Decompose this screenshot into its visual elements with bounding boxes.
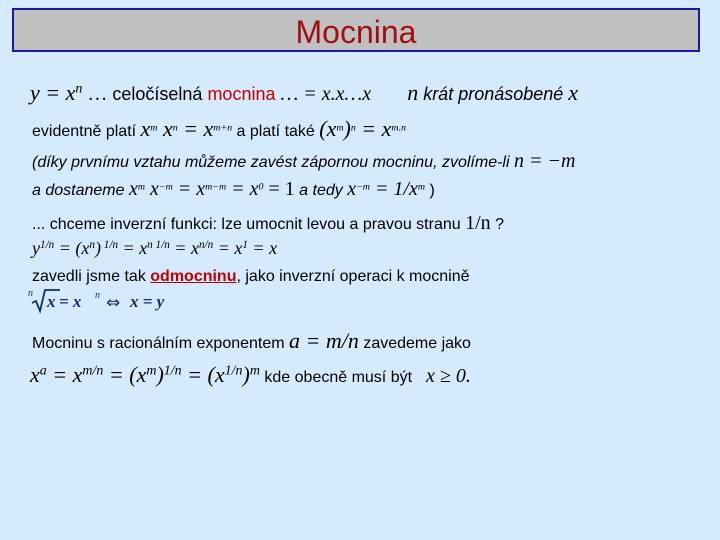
- rational-exponent-line: [32, 328, 471, 354]
- zero-x3: = x: [172, 178, 206, 200]
- neg-x: x: [347, 178, 357, 200]
- root-formula-svg: [26, 285, 176, 315]
- root-definition-line: [32, 268, 469, 286]
- power-exponent: n: [75, 81, 83, 97]
- radicand-x: x: [47, 292, 56, 311]
- inverse-text: ... chceme inverzní funkci: lze umocnit levou a pravou stranu: [32, 216, 466, 233]
- result-intro: a dostaneme: [32, 182, 129, 199]
- neg-result-exp: m: [417, 181, 426, 193]
- rat-e: = (x: [181, 362, 225, 387]
- product-formula: … = x.x…x: [275, 83, 372, 105]
- times-text: krát pronásobené: [418, 84, 569, 104]
- deriv-e: = x: [169, 238, 199, 258]
- deriv-y-exp: 1/n: [40, 238, 55, 251]
- deriv-f-exp: 1: [242, 238, 248, 251]
- rational-formula: a = m/n: [289, 328, 359, 353]
- deriv-y: y: [32, 238, 40, 258]
- ellipsis: …: [82, 83, 113, 105]
- power-formula: y = x: [30, 80, 76, 105]
- rules-mid: a platí také: [232, 123, 320, 140]
- x-symbol: x: [568, 80, 579, 105]
- deriv-b-exp: n: [89, 238, 95, 251]
- rule2-paren: ): [343, 116, 351, 141]
- rule1-exp-m: m: [150, 122, 158, 134]
- zero-power-line: [32, 178, 435, 201]
- rule1-x: x: [140, 116, 151, 141]
- zero-exp-m: m: [137, 181, 145, 193]
- zero-exp-0: 0: [258, 181, 264, 193]
- rule2-x: (x: [319, 116, 337, 141]
- zero-exp-diff: m−m: [205, 181, 227, 193]
- rules-intro: evidentně platí: [32, 123, 141, 140]
- badge-rhs: x = y: [130, 292, 165, 311]
- root-derivation-line: [32, 238, 277, 259]
- equivalence-arrow: ⇔: [106, 293, 121, 313]
- root-formula-image: [26, 285, 176, 315]
- badge-eq: = x: [59, 292, 82, 311]
- n-symbol: n: [407, 80, 419, 105]
- zero-x: x: [128, 178, 138, 200]
- deriv-b: = (x: [54, 238, 90, 258]
- rational-definition-line: [30, 362, 471, 388]
- rule2-exp-m: m: [336, 122, 344, 134]
- rat-d: ): [156, 362, 164, 387]
- highlight-mocnina: mocnina: [207, 84, 276, 104]
- rule1-exp-n: n: [172, 122, 178, 134]
- badge-exp: n: [95, 290, 100, 301]
- definition-line: [30, 80, 578, 106]
- root-text: zavedli jsme tak: [32, 268, 151, 285]
- inverse-exponent: 1/n: [465, 212, 491, 234]
- page-title: Mocnina: [295, 14, 417, 50]
- inverse-line: [32, 212, 504, 235]
- rule2-result: = x: [355, 116, 392, 141]
- rule1-x2: x: [157, 116, 173, 141]
- zero-exp-neg: −m: [158, 181, 173, 193]
- neg-result: = 1/x: [369, 178, 418, 200]
- rat-c: = (x: [103, 362, 147, 387]
- negative-power-line: [32, 150, 575, 173]
- root-index: n: [28, 288, 33, 299]
- rat-d-exp: 1/n: [163, 363, 182, 379]
- rat-b: = x: [46, 362, 83, 387]
- rat-b-exp: m/n: [82, 363, 104, 379]
- rational-text: Mocninu s racionálním exponentem: [32, 335, 290, 352]
- definition-text: celočíselná: [112, 84, 208, 104]
- close-paren: ): [425, 182, 435, 199]
- question-mark: ?: [490, 216, 504, 233]
- deriv-f: = x: [213, 238, 243, 258]
- condition-text: kde obecně musí být: [259, 369, 413, 386]
- condition-formula: x ≥ 0.: [426, 365, 471, 387]
- deriv-c-exp: 1/n: [100, 238, 119, 251]
- deriv-e-exp: n/n: [198, 238, 214, 251]
- negative-power-text: (díky prvnímu vztahu můžeme zavést zápornou mocninu, zvolíme-li: [32, 154, 514, 171]
- deriv-d-exp: n 1/n: [147, 238, 170, 251]
- highlight-odmocninu: odmocninu: [150, 268, 237, 285]
- rat-x-exp: a: [39, 363, 47, 379]
- zero-x4: = x: [226, 178, 259, 200]
- rat-f: ): [242, 362, 250, 387]
- radical-sign: [32, 290, 60, 311]
- rule2-exp-n: n: [350, 122, 356, 134]
- zero-one: = 1: [263, 178, 295, 200]
- zero-x2: x: [145, 178, 159, 200]
- rational-tail: zavedeme jako: [358, 335, 471, 352]
- neg-exp: −m: [356, 181, 370, 193]
- result-mid: a tedy: [294, 182, 348, 199]
- rat-e-exp: 1/n: [224, 363, 243, 379]
- root-tail: , jako inverzní operaci k mocnině: [236, 268, 470, 285]
- rat-f-exp: m: [249, 363, 260, 379]
- rule1-result: = x: [177, 116, 214, 141]
- deriv-g: = x: [247, 238, 278, 258]
- rules-line: [32, 116, 406, 142]
- substitution-formula: n = −m: [513, 150, 576, 172]
- rat-c-exp: m: [146, 363, 157, 379]
- deriv-d: = x: [118, 238, 148, 258]
- rat-x: x: [30, 362, 40, 387]
- rule1-exp-sum: m+n: [213, 122, 233, 134]
- rule2-exp-product: m.n: [391, 122, 407, 134]
- title-bar: [12, 8, 700, 52]
- deriv-c: ): [94, 238, 101, 258]
